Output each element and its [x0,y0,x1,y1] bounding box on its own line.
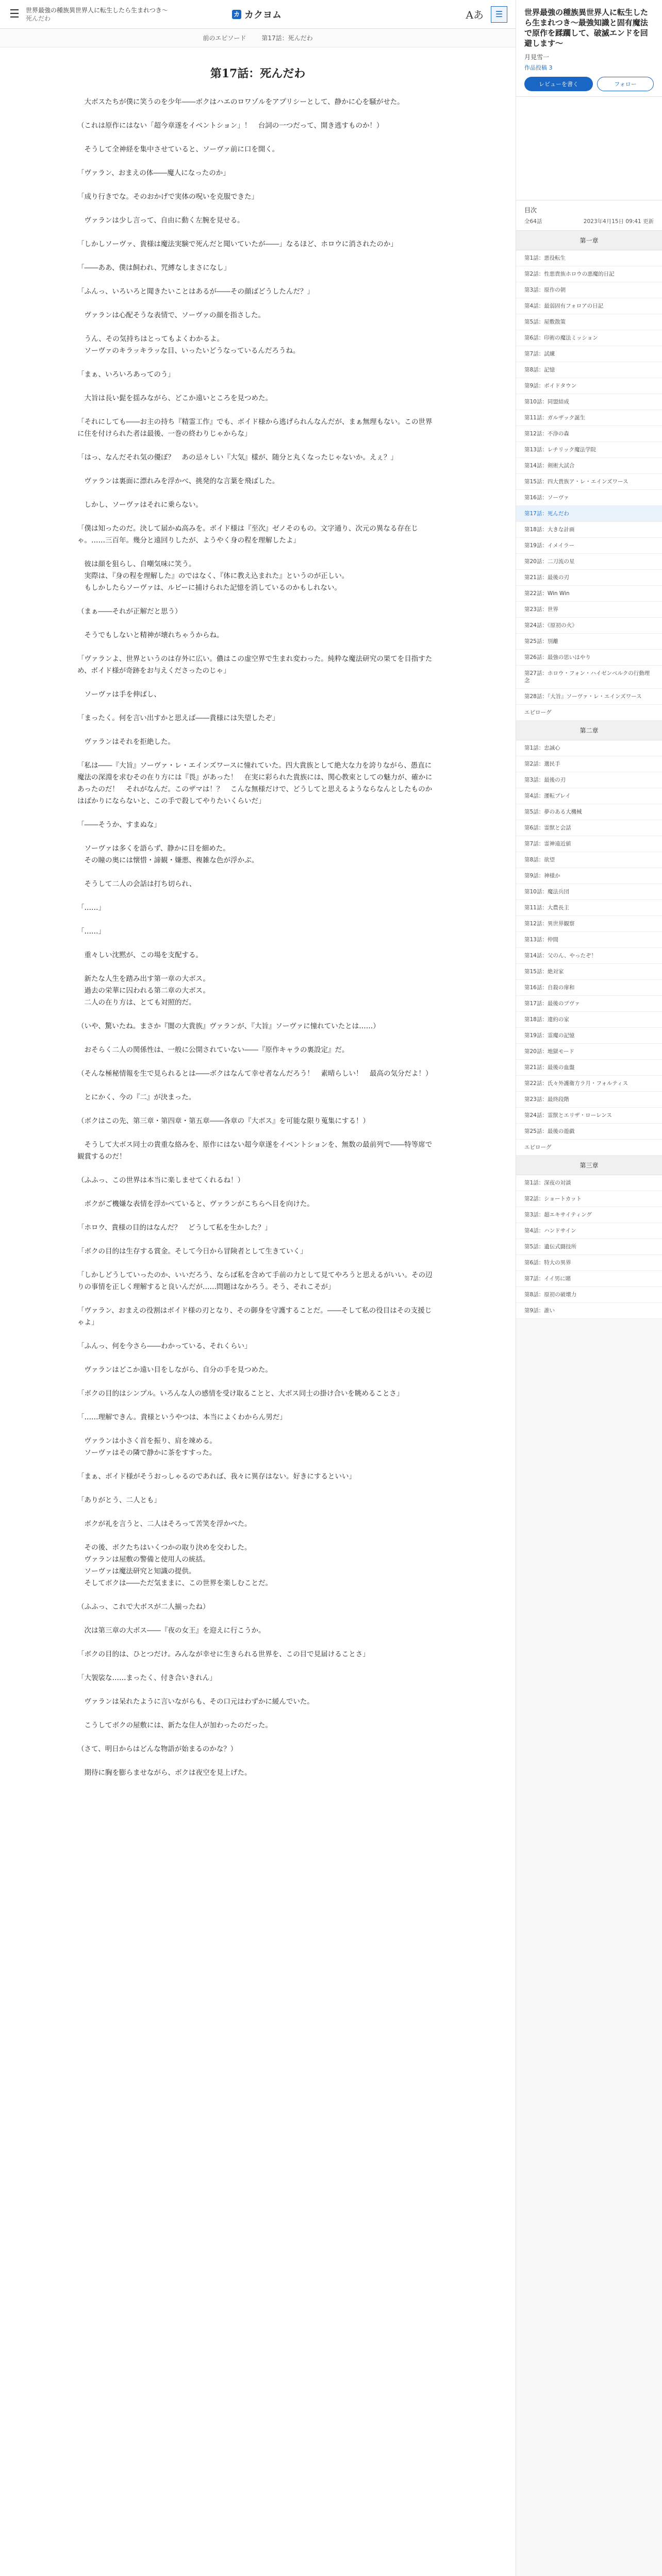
body-paragraph: 「しかしどうしていったのか、いいだろう、ならば私を含めて手前の力として見てやろうと思えるがいい。その辺りの事情を正しく理解すると良いんだが……問題はなかろう。そう、それこそが」 [77,1271,433,1291]
toc-epilogue-link[interactable]: エピローグ [516,1140,662,1156]
body-paragraph [77,1104,438,1115]
body-paragraph [77,1400,438,1412]
toc-episode-link[interactable]: 第20話：二刀流の星 [516,554,662,570]
body-paragraph: 「ホロウ、貴様の目的はなんだ？ どうして私を生かした？」 [77,1224,272,1232]
body-paragraph: 「僕は知ったのだ。決して届かぬ高みを。ボイド様は『至次』ゼノそのもの。文字通り、次元の異なる存在じゃ。……三百年。幾分と遠回りしたが、ようやく身の程を理解したよ」 [77,524,418,545]
body-paragraph [77,464,438,476]
body-paragraph: もしかしたらソーヴァは、ルビーに捕けられた記憶を消しているのかもしれない。 [77,584,342,592]
episode-title-text: 死んだわ [26,14,51,22]
body-paragraph [77,1459,438,1471]
body-paragraph [77,677,438,689]
body-paragraph [77,1210,438,1222]
toc-episode-link[interactable]: 第19話：霊魔の記憶 [516,1028,662,1044]
sidebar-toggle-icon[interactable]: ☰ [491,6,507,23]
body-paragraph [77,1187,438,1198]
body-paragraph: そしてボクは――ただ気ままに、この世界を楽しむことだ。 [77,1579,272,1587]
body-paragraph: 二人の在り方は、とても対照的だ。 [77,998,196,1007]
toc-episode-link[interactable]: 第13話：仲間 [516,932,662,948]
toc-episode-link[interactable]: 第10話：魔法兵団 [516,884,662,900]
toc-episode-link[interactable]: 第7話：試練 [516,346,662,362]
toc-episode-link[interactable]: 第17話：最後のプヴァ [516,996,662,1012]
toc-episode-link[interactable]: 第1話：忠誠心 [516,740,662,756]
toc-episode-link[interactable]: 第24話：霊獣とエリザ・ローレンス [516,1108,662,1124]
toc-episode-link[interactable]: 第17話：死んだわ [516,506,662,522]
toc-episode-link[interactable]: 第5話：遺伝式闘技所 [516,1239,662,1255]
body-paragraph [77,1732,438,1743]
toc-episode-link[interactable]: 第27話：ホロウ・フォン・ハイゼンベルクの行動理念 [516,666,662,689]
body-paragraph: 「――ああ、僕は飼われ、咒縛なしまさになし」 [77,264,231,272]
body-paragraph: 重々しい沈黙が、この場を支配する。 [77,951,203,959]
body-paragraph [77,867,438,878]
toc-episode-link[interactable]: 第11話：ガルザック誕生 [516,410,662,426]
menu-icon[interactable]: ☰ [9,8,20,21]
toc-episode-link[interactable]: 第14話：剣術大試合 [516,458,662,474]
body-paragraph: 「ふんっ、何を今さら――わかっている、それくらい」 [77,1342,252,1350]
toc-episode-link[interactable]: 第18話：違約の家 [516,1012,662,1028]
toc-episode-link[interactable]: 第4話：最弱固有フォロアの日記 [516,298,662,314]
body-paragraph [77,1613,438,1625]
body-paragraph: 「ヴァラン、おまえの体――魔人になったのか」 [77,169,230,177]
toc-episode-link[interactable]: 第16話：ソーヴァ [516,490,662,506]
sidebar-author-works[interactable]: 作品投稿 3 [524,64,553,71]
body-paragraph [77,938,438,950]
logo-mark-icon: カ [232,10,241,19]
body-paragraph: ボクがご機嫌な表情を浮かべていると、ヴァランがこちらへ目を向けた。 [77,1200,314,1208]
body-paragraph: うん、その気持ちはとってもよくわかるよ。 [77,335,224,343]
body-paragraph [77,1660,438,1672]
body-paragraph [77,250,438,262]
body-paragraph [77,511,438,523]
sidebar-blank-area [516,97,662,200]
body-paragraph: 「まぁ、ボイド様がそうおっしゃるのであれば、我々に異存はない。好きにするといい」 [77,1472,356,1481]
body-paragraph: そうして大ボス同士の貴重な絡みを、原作にはない超今章遂をイベントションを、無数の最前列で――特等席で観賞するのだ！ [77,1141,433,1161]
body-paragraph: そうして二人の会話は打ち切られ、 [77,880,196,888]
body-paragraph: ソーヴァはその隣で静かに茶をすすった。 [77,1449,217,1457]
toc-episode-link[interactable]: 第8話：原初の破壊力 [516,1287,662,1303]
body-paragraph [77,440,438,452]
body-paragraph: そうでもしないと精神が壊れちゃうからね。 [77,631,224,639]
toc-episode-link[interactable]: 第13話：レチリック魔法学院 [516,442,662,458]
body-paragraph [77,890,438,902]
sidebar-author[interactable]: 月見雪一 [524,54,550,61]
sidebar-buttons [524,77,654,91]
body-paragraph [77,1708,438,1720]
toc-episode-link[interactable]: 第6話：特大の異界 [516,1255,662,1271]
body-paragraph: 「……理解できん。貴様というやつは、本当によくわからん男だ」 [77,1413,287,1421]
toc-episode-link[interactable]: 第25話：別離 [516,634,662,650]
episode-title: 第17話：死んだわ [210,67,306,80]
body-paragraph: 「ボクの目的は、ひとつだけ。みんなが幸せに生きられる世界を、この目で見届けることさ」 [77,1650,370,1658]
body-paragraph [77,321,438,333]
body-paragraph: 「ボクの目的はシンプル。いろんな人の感情を受け取ることと、大ボス同士の掛け合いを眺めることさ」 [77,1389,404,1398]
toc-episode-link[interactable]: 第1話：深夜の対談 [516,1175,662,1191]
toc-episode-link[interactable]: 第21話：最後の血盤 [516,1060,662,1076]
body-paragraph: しかし、ソーヴァはそれに乗らない。 [77,501,203,509]
toc-episode-link[interactable]: 第23話：世界 [516,602,662,618]
episode-nav [0,29,516,47]
toc-episode-link[interactable]: 第28話：『大旨』ソーヴァ・レ・エインズワース [516,689,662,705]
body-paragraph: （ふふっ、この世界は本当に楽しませてくれるね！） [77,1176,244,1184]
body-paragraph: （まぁ――それが正解だと思う） [77,607,182,616]
toc-episode-link[interactable]: 第12話：不浄の森 [516,426,662,442]
toc-episode-link[interactable]: 第15話：絶対家 [516,964,662,980]
body-paragraph: ソーヴァは多くを語らず、静かに目を細めた。 [77,844,230,853]
toc-episode-link[interactable]: 第5話：夢のある大機械 [516,804,662,820]
body-paragraph: 「……」 [77,927,105,936]
toc-episode-link[interactable]: 第3話：原作の朝 [516,282,662,298]
toc-episode-link[interactable]: 第9話：誰い [516,1303,662,1319]
body-paragraph [77,1637,438,1649]
body-paragraph [77,1258,438,1269]
toc-episode-link[interactable]: 第7話：イイ男に賭 [516,1271,662,1287]
body-paragraph [77,487,438,499]
toc-episode-link[interactable]: 第16話：自殺の扉和 [516,980,662,996]
toc-episode-link[interactable]: 第3話：超エキサイティング [516,1207,662,1223]
body-paragraph [77,108,438,120]
body-paragraph [77,961,438,973]
body-paragraph [77,831,438,843]
body-paragraph [77,1423,438,1435]
body-paragraph [77,227,438,239]
body-paragraph: ボクが礼を言うと、二人はそろって苦笑を浮かべた。 [77,1520,252,1528]
chapter-heading: 第二章 [516,721,662,740]
body-paragraph: こうしてボクの屋敷には、新たな住人が加わったのだった。 [77,1721,272,1730]
main-content [0,47,516,2576]
body-paragraph: 「はっ、なんだそれ気の優ぼ？ あの忌々しい『大気』樣が、随分と丸くなったじゃないか。えぇ？」 [77,453,398,462]
body-paragraph [77,748,438,760]
chapter-heading: 第一章 [516,231,662,250]
chapter-heading: 第三章 [516,1156,662,1175]
prev-episode-link[interactable]: 前のエピソード [203,35,246,42]
toc-episode-link[interactable]: 第10話：同盟結成 [516,394,662,410]
body-paragraph [77,594,438,606]
toc-episode-link[interactable]: 第22話：氏々外護衛方ラ月・フォルティス [516,1076,662,1092]
body-paragraph: 次は第三章の大ボス――『夜の女王』を迎えに行こうか。 [77,1626,266,1635]
body-paragraph: ソーヴァは手を伸ばし、 [77,690,161,699]
body-paragraph [77,1684,438,1696]
body-paragraph: 大旨は長い髭を揺みながら、どこか遠いところを見つめた。 [77,394,272,402]
body-paragraph [77,1530,438,1542]
body-paragraph: （これは原作にはない「超今章遂をイベントション」！ 台詞の一つだって、開き逃すものか！） [77,122,384,130]
story-title-top[interactable] [26,6,222,23]
toc-episode-link[interactable]: 第6話：印術の魔法ミッション [516,330,662,346]
body-paragraph: その瞳の奥には懐惜・諦観・嫌悪、複雑な色が浮かぶ。 [77,856,259,865]
toc-episode-link[interactable]: 第14話：父のん、やったぞ！ [516,948,662,964]
toc-episode-link[interactable]: 第19話：イメイラー [516,538,662,554]
toc-episode-link[interactable]: 第8話：記憶 [516,362,662,378]
body-paragraph: 「ボクの目的は生存する賞金。そして今日から冒険者として生きていく」 [77,1247,307,1256]
body-paragraph: おそらく二人の関係性は、一般に公開されていない――『原作キャラの裏設定』だ。 [77,1046,349,1054]
toc-episode-link[interactable]: 第5話：屋敷散策 [516,314,662,330]
body-paragraph [77,1080,438,1092]
font-settings-button[interactable]: Aあ [466,9,484,21]
toc-episode-link[interactable]: 第18話：大きな計画 [516,522,662,538]
toc-label: 目次 [524,207,537,214]
body-paragraph: 「……」 [77,904,105,912]
body-paragraph: 「成り行きでな。そのおかげで実体の呪いを克服できた」 [77,193,258,201]
body-paragraph: 「まったく。何を言い出すかと思えば――貴様には失望したぞ」 [77,714,279,722]
toc-epilogue-link[interactable]: エピローグ [516,705,662,721]
body-paragraph [77,914,438,926]
body-paragraph: とにかく、今の『二』が決まった。 [77,1093,196,1101]
body-paragraph: 「私は――『大旨』ソーヴァ・レ・エインズワースに憧れていた。四大貴族として絶大な力を誇りながら、愚直に魔法の深淵を求むその在り方には『畏』があった！ 在実に彩られた貴族には、関心教束としての魅力が、確かにあったのだ！ それがなんだ。このザマは！？ こんな無様だけで、どうしてと思えるようならなんとしたものかはばかりにならないと、この手で殺してやりたいくらいだ」 [77,761,433,805]
body-paragraph [77,807,438,819]
body-paragraph: 「大袈裟な……まったく、付き合いきれん」 [77,1674,217,1682]
toc-episode-link[interactable]: 第4話：運転ブレイ [516,788,662,804]
body-paragraph [77,156,438,167]
body-paragraph [77,1234,438,1246]
body-paragraph [77,641,438,653]
body-paragraph: 「まぁ、いろいろあってのう」 [77,370,175,379]
body-paragraph: 実際は、『身の程を理解した』のではなく、『体に教え込まれた』というのが正しい。 [77,572,349,580]
toc-episode-link[interactable]: 第8話：欲望 [516,852,662,868]
sidebar-meta [516,200,662,231]
body-paragraph [77,381,438,393]
story-title-text: 世界最強の種族異世界人に転生したら生まれつき〜 [26,6,168,14]
review-button[interactable]: レビューを書く [524,77,593,91]
sidebar-story-title[interactable]: 世界最強の種族異世界人に転生したら生まれつき〜最強知識と固有魔法で原作を蹂躙して、破滅エンドを回避します〜 [524,8,649,48]
episode-body [77,96,438,1779]
toc-episode-link[interactable]: 第1話：悪役転生 [516,250,662,266]
body-paragraph [77,1483,438,1495]
body-paragraph: 「ヴァランよ、世界というのは存外に広い。儂はこの虚空界で生まれ変わった。純粋な魔法研究の果てを目指すため、ボイド様が奇跡をお与えくださったのじゃ」 [77,655,433,675]
body-paragraph [77,1329,438,1341]
body-paragraph: ヴァランはどこか遠い目をしながら、自分の手を見つめた。 [77,1366,272,1374]
toc-episode-link[interactable]: 第24話：《原初の火》 [516,618,662,634]
body-paragraph: （いや、驚いたね。まさか『闇の大貴族』ヴァランが、『大旨』ソーヴァに憧れていたとは……） [77,1022,380,1030]
body-paragraph: （ボクはこの先、第三章・第四章・第五章――各章の『大ボス』を可能な限り蒐集にする！） [77,1117,370,1125]
body-paragraph [77,1163,438,1175]
body-paragraph: その後、ボクたちはいくつかの取り決めを交わした。 [77,1544,252,1552]
current-episode-label: 第17話：死んだわ [261,35,313,42]
body-paragraph: 「ありがとう、二人とも」 [77,1496,161,1504]
body-paragraph [77,1293,438,1305]
toc-episode-link[interactable]: 第4話：ハンドサイン [516,1223,662,1239]
body-paragraph [77,179,438,191]
toc-episode-link[interactable]: 第7話：霊神遠近値 [516,836,662,852]
body-paragraph: 「――そうか、すまぬな」 [77,821,161,829]
body-paragraph [77,1352,438,1364]
body-paragraph [77,298,438,310]
body-paragraph [77,724,438,736]
toc-episode-link[interactable]: 第15話：四大貴族ア・レ・エインズワース [516,474,662,490]
toc-episode-link[interactable]: 第3話：最後の刃 [516,772,662,788]
body-paragraph [77,274,438,286]
body-paragraph [77,1056,438,1068]
body-paragraph: ヴァランは小さく首を振り、肩を竦める。 [77,1437,217,1445]
body-paragraph: 「しかしソーヴァ、貴様は魔法実験で死んだと聞いていたが――」なるほど、ホロウに消されたのか」 [77,240,398,248]
toc-episode-link[interactable]: 第20話：地獄モード [516,1044,662,1060]
follow-button[interactable]: フォロー [597,77,654,91]
body-paragraph: 期待に胸を膨らませながら、ボクは夜空を見上げた。 [77,1769,252,1777]
body-paragraph: ソーヴァのキラッキラッな目、いったいどうなっているんだろうね。 [77,347,300,355]
body-paragraph: 大ボスたちが僕に笑うのを少年――ボクはハエのロワゾルをアプリシーとして、静かに心を騒がせた。 [77,98,404,106]
body-paragraph [77,1127,438,1139]
body-paragraph [77,1032,438,1044]
toc-episode-link[interactable]: 第11話：大農長主 [516,900,662,916]
right-sidebar [516,0,662,2576]
body-paragraph [77,404,438,416]
body-paragraph: ヴァランは少し言って、自由に動く左腕を見せる。 [77,216,244,225]
toc-episode-link[interactable]: 第23話：最終段階 [516,1092,662,1108]
body-paragraph: 彼は顔を狙らし、自嘲気味に笑う。 [77,560,196,568]
body-paragraph [77,547,438,558]
body-paragraph: 過去の栄華に囚われる第二章の大ボス。 [77,987,210,995]
toc-episode-link[interactable]: 第21話：最後の刃 [516,570,662,586]
toc-episode-link[interactable]: 第12話：異世界観察 [516,916,662,932]
body-paragraph [77,1589,438,1601]
body-paragraph [77,1376,438,1388]
toc-episode-link[interactable]: 第22話：Win Win [516,586,662,602]
body-paragraph: （さて、明日からはどんな物語が始まるのかな？） [77,1745,238,1753]
body-paragraph [77,1009,438,1021]
body-paragraph: そうして全神経を集中させていると、ソーヴァ前に口を開く。 [77,145,279,154]
body-paragraph [77,132,438,144]
body-paragraph: ヴァランはそれを拒絶した。 [77,738,175,746]
toc-episode-link[interactable]: 第26話：最強の思いはやり [516,650,662,666]
top-header [0,0,516,29]
toc-episode-link[interactable]: 第9話：ボイドタウン [516,378,662,394]
toc-episode-link[interactable]: 第2話：選民手 [516,756,662,772]
body-paragraph: ヴァランは裏面に漂れみを浮かべ、挑発的な言葉を飛ばした。 [77,477,279,485]
toc-episode-link[interactable]: 第25話：最後の遊戯 [516,1124,662,1140]
table-of-contents [516,231,662,1319]
body-paragraph: ヴァランは心配そうな表情で、ソーヴァの顔を指さした。 [77,311,265,319]
last-updated: 2023年4月15日 09:41 更新 [583,218,654,225]
logo-text: カクヨム [244,9,282,21]
body-paragraph: （そんな極秘情報を生で見られるとは――ボクはなんて幸せ者なんだろう！ 素晴らしい！ 最高の気分だよ！） [77,1070,433,1078]
body-paragraph: （ふふっ、これで大ボスが二人揃ったね） [77,1603,210,1611]
sidebar-header [516,0,662,97]
toc-episode-link[interactable]: 第9話：神様か [516,868,662,884]
toc-episode-link[interactable]: 第2話：ショートカット [516,1191,662,1207]
body-paragraph: ヴァランは屋敷の警備と使用人の統括。 [77,1555,210,1564]
toc-episode-link[interactable]: 第2話：性悪貴族ホロウの悪魔的日記 [516,266,662,282]
top-right-controls [466,6,507,23]
body-paragraph [77,203,438,215]
toc-episode-link[interactable]: 第6話：霊獣と会話 [516,820,662,836]
episode-count: 全64話 [524,218,542,225]
body-paragraph [77,1506,438,1518]
body-paragraph: 「それにしても――お主の持ち『精霊工作』でも、ボイド様から逃げられんなんだが、まぁ無理もない。この世界に住を付けられた者は最後、一巻の終わりじゃからな」 [77,418,433,438]
body-paragraph [77,1755,438,1767]
body-paragraph [77,618,438,630]
body-paragraph: 新たな人生を踏み出す第一章の大ボス。 [77,975,210,983]
body-paragraph: ヴァランは呆れたように言いながらも、その口元はわずかに緩んでいた。 [77,1698,314,1706]
body-paragraph: 「ふんっ、いろいろと聞きたいことはあるが――その顔ばどうしたんだ？」 [77,287,314,296]
kakuyomu-logo[interactable] [232,8,282,21]
body-paragraph [77,701,438,713]
body-paragraph [77,357,438,369]
body-paragraph: ソーヴァは魔法研究と知識の提供。 [77,1567,196,1575]
body-paragraph: 「ヴァラン、おまえの役割はボイド様の刃となり、その御身を守護することだ。――そして私の役目はその支援じゃよ」 [77,1307,432,1327]
